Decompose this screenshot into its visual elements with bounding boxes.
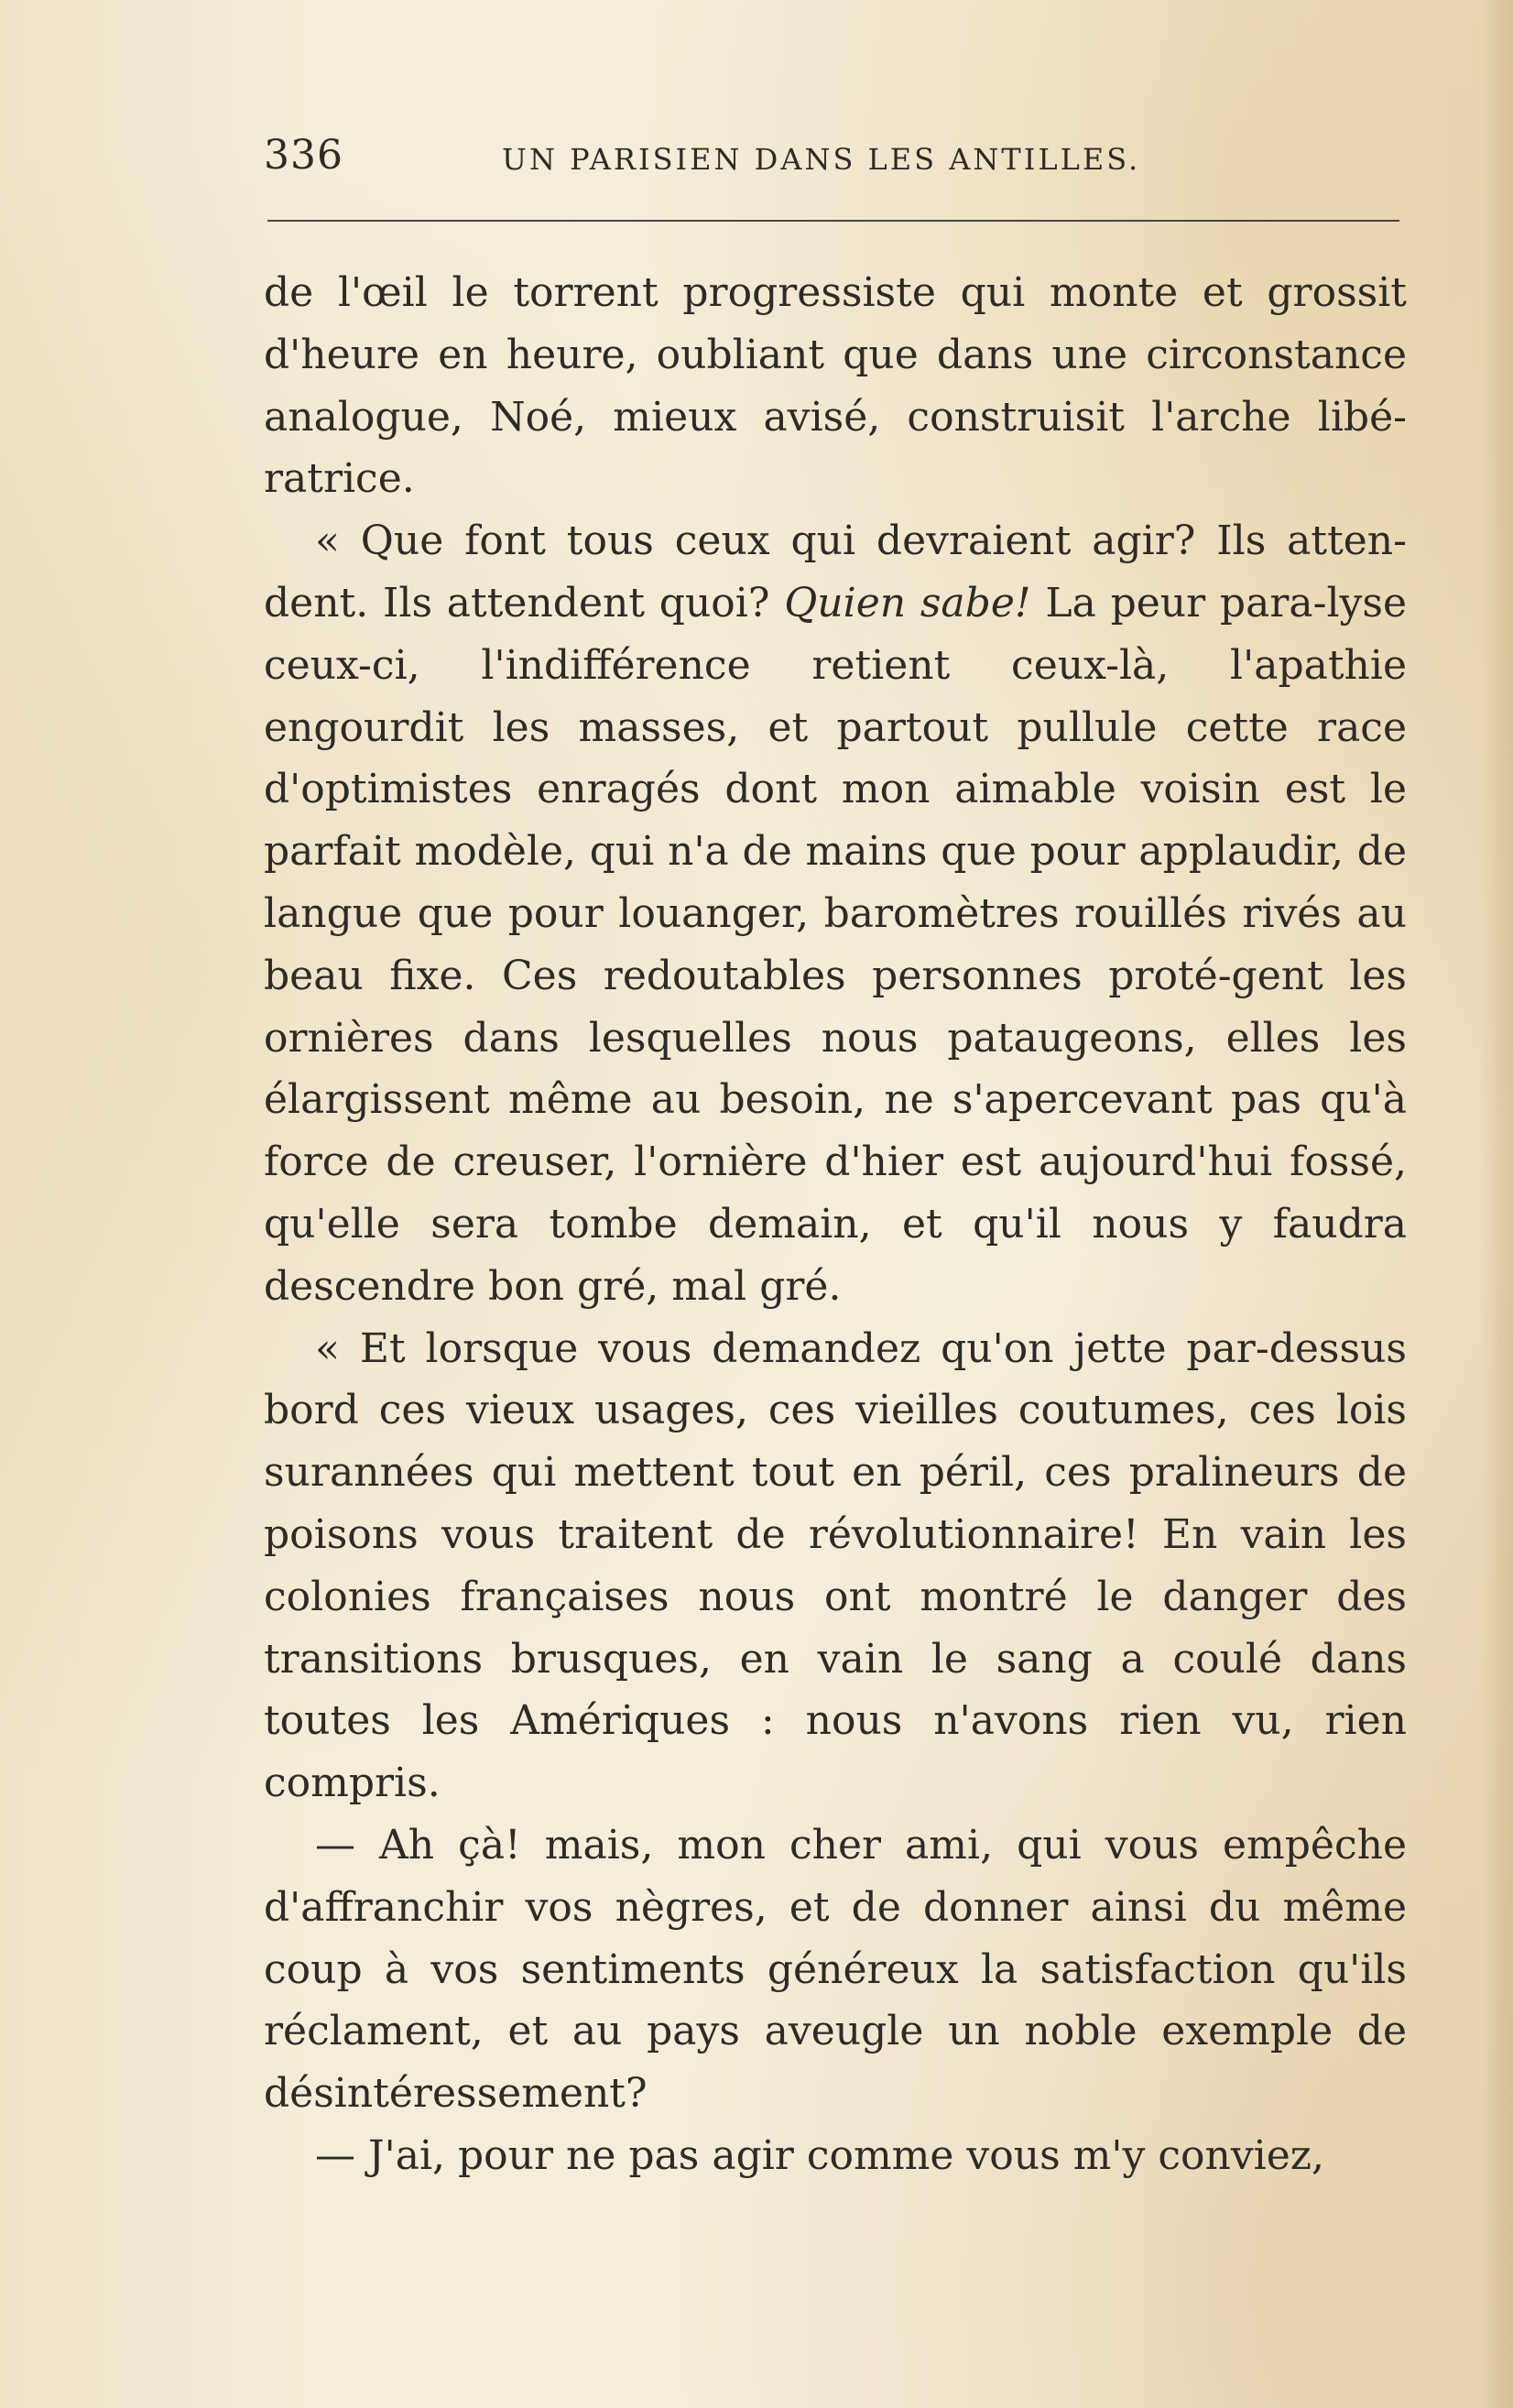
paragraph-5: — J'ai, pour ne pas agir comme vous m'y conviez, — [315, 2131, 1324, 2179]
body-text — [264, 262, 1407, 2187]
paragraph-2-after: La peur para-lyse ceux-ci, l'indifférence retient ceux-là, l'apathie engourdit les masses, et partout pullule cette race d'optimistes enragés dont mon aimable voisin est le parfait modèle, qui n'a de mains que pour applaudir, de langue que pour louanger, baromètres rouillés rivés au beau fixe. Ces redoutables personnes proté-gent les ornières dans lesquelles nous pataugeons, elles les élargissent même au besoin, ne s'apercevant pas qu'à force de creuser, l'ornière d'hier est aujourd'hui fossé, qu'elle sera tombe demain, et qu'il nous y faudra descendre bon gré, mal gré. — [264, 579, 1408, 1310]
paragraph-2-before: « Que font tous ceux qui devraient agir? Ils atten-dent. Ils attendent quoi? — [264, 518, 1407, 627]
page-number: 336 — [264, 132, 343, 179]
page-header — [264, 128, 1407, 192]
paragraph-4: — Ah çà! mais, mon cher ami, qui vous empêche d'affranchir vos nègres, et de donner ainsi du même coup à vos sentiments généreux la satisfaction qu'ils réclament, et au pays aveugle un noble exemple de désintéressement? — [264, 1821, 1407, 2118]
running-title: UN PARISIEN DANS LES ANTILLES. — [502, 142, 1141, 177]
page-edge-shadow — [1482, 0, 1513, 2408]
header-rule — [267, 220, 1399, 222]
paragraph-1: de l'œil le torrent progressiste qui monte et grossit d'heure en heure, oubliant que dans une circonstance analogue, Noé, mieux avisé, construisit l'arche libé-ratrice. — [264, 269, 1407, 503]
paragraph-3: « Et lorsque vous demandez qu'on jette par-dessus bord ces vieux usages, ces vieilles coutumes, ces lois surannées qui mettent tout en péril, ces pralineurs de poisons vous traitent de révolutionnaire! En vain les colonies françaises nous ont montré le danger des transitions brusques, en vain le sang a coulé dans toutes les Amériques : nous n'avons rien vu, rien compris. — [264, 1324, 1407, 1807]
paragraph-2-emphasis: Quien sabe! — [784, 579, 1031, 627]
paragraph-2 — [264, 510, 1407, 1317]
